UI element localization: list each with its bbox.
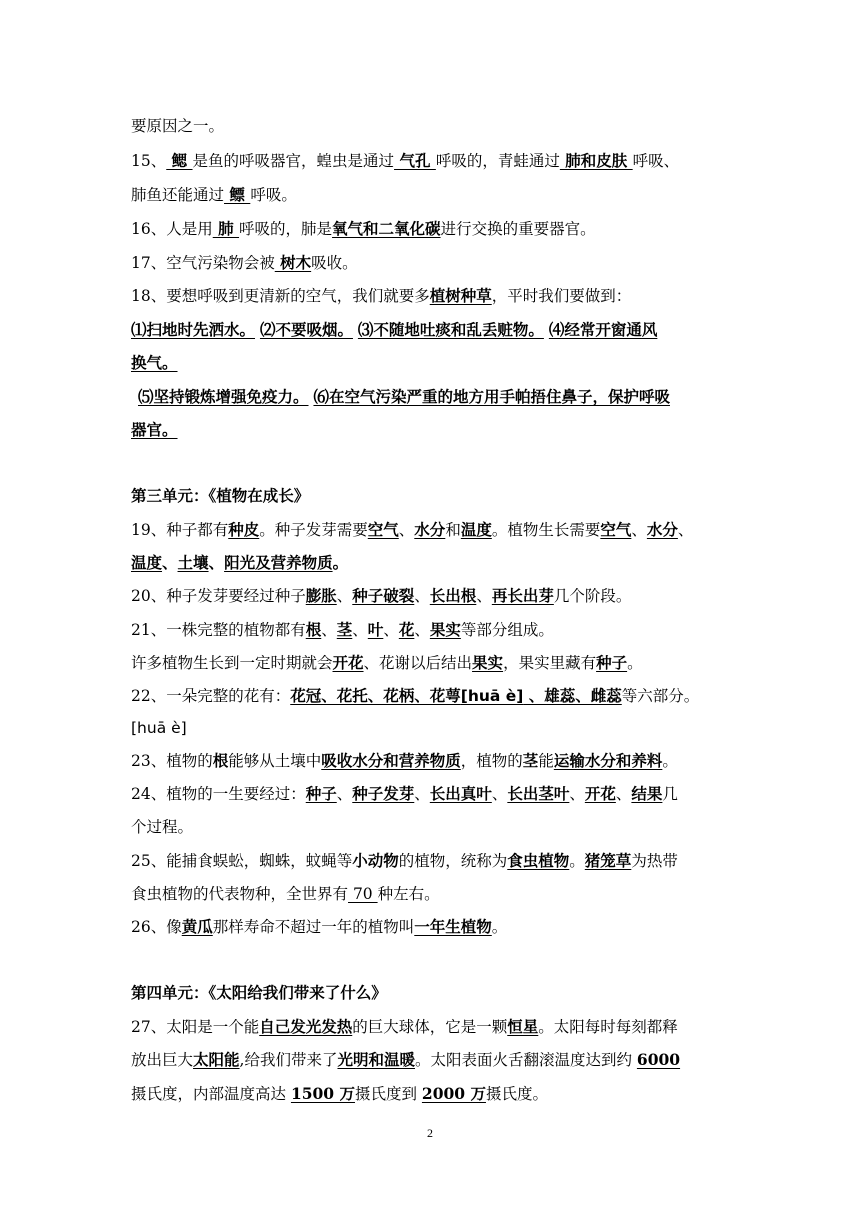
text-segment: 、 [162, 553, 178, 572]
answer-text: 空气 [600, 520, 632, 539]
text-segment: 。 [491, 918, 508, 936]
answer-text: 氧气和二氧化碳 [332, 219, 441, 238]
answer-text: 树木 [274, 253, 312, 272]
text-segment: 、 [677, 521, 694, 539]
answer-text: 长出根 [429, 586, 477, 605]
text-segment: 27、太阳是一个能 [131, 1018, 260, 1036]
text-segment: 。太阳表面火舌翻滚温度达到约 [414, 1051, 637, 1069]
text-segment: ,给我们带来了 [239, 1051, 338, 1069]
text-segment: 摄氏度，内部温度高达 [131, 1085, 291, 1103]
answer-text: 果实 [429, 620, 461, 639]
text-line [131, 420, 736, 440]
answer-text: 叶 [367, 620, 384, 639]
text-line [131, 320, 736, 340]
page-number: 2 [427, 1126, 433, 1140]
text-segment: 茎 [522, 751, 539, 770]
answer-text: 茎 [336, 620, 353, 639]
text-segment: 摄氏度到 [354, 1085, 422, 1103]
answer-text: 6000 [636, 1050, 681, 1069]
text-segment: ，植物的 [460, 752, 523, 770]
text-segment: 呼吸的，肺是 [239, 220, 333, 238]
text-line [131, 219, 736, 239]
text-line [131, 1017, 736, 1037]
answer-text: 、雄蕊、雌蕊 [523, 686, 622, 705]
answer-text: 阳光及营养物质 [224, 553, 333, 572]
text-segment: 、 [476, 587, 492, 605]
answer-text: ⑷经常开窗通风 [548, 320, 658, 339]
text-line [138, 387, 743, 407]
answer-text: ⑸坚持锻炼增强免疫力。 [138, 387, 309, 406]
answer-text: 种皮 [228, 520, 260, 539]
text-segment: 、 [336, 587, 353, 605]
text-segment: 16、人是用 [131, 220, 213, 238]
text-line [131, 116, 736, 136]
text-segment: 、 [321, 621, 337, 639]
text-line [131, 851, 736, 871]
answer-text: 花冠、花托、花柄、花萼 [290, 686, 461, 705]
answer-text: 吸收水分和营养物质 [321, 751, 461, 770]
text-segment: 。 [662, 752, 678, 770]
text-segment: 15、 [131, 152, 167, 170]
text-segment: 、 [414, 587, 430, 605]
text-segment: 、 [352, 621, 368, 639]
text-line [131, 1050, 736, 1070]
text-segment: 21、一株完整的植物都有 [131, 621, 306, 639]
text-segment: 、 [208, 553, 225, 572]
answer-text: 肺 [212, 219, 240, 238]
answer-text: ⑴扫地时先洒水。 [131, 320, 256, 339]
answer-text: 气孔 [394, 151, 436, 170]
text-segment: 、 [383, 621, 399, 639]
text-segment: 、 [615, 785, 632, 803]
answer-text: 自己发光发热 [259, 1017, 353, 1036]
text-segment: 、 [569, 785, 585, 803]
answer-text: 种子 [305, 784, 337, 803]
text-segment: 小动物 [352, 851, 399, 870]
answer-text: 果实 [472, 653, 504, 672]
answer-text: 太阳能 [193, 1050, 240, 1069]
text-line [131, 686, 736, 706]
text-segment: 几 [662, 785, 678, 803]
text-line [131, 784, 736, 804]
answer-text: 开花 [332, 653, 364, 672]
answer-text: 肺和皮肤 [559, 151, 633, 170]
text-segment: [huā è] [131, 719, 187, 737]
answer-text: 温度 [460, 520, 492, 539]
text-segment: 第四单元：《太阳给我们带来了什么》 [131, 983, 387, 1002]
text-line [131, 520, 736, 540]
text-segment: 进行交换的重要器官。 [440, 220, 596, 238]
text-segment: 几个阶段。 [553, 587, 632, 605]
answer-text: 种子发芽 [352, 784, 415, 803]
text-segment: 。植物生长需要 [491, 521, 601, 539]
answer-text: 开花 [584, 784, 616, 803]
text-segment: 。太阳每时每刻都释 [538, 1018, 678, 1036]
text-segment: 25、能捕食蜈蚣，蜘蛛，蚊蝇等 [131, 852, 353, 870]
text-segment: 为热带 [631, 852, 678, 870]
text-line [131, 286, 736, 306]
text-line [131, 185, 736, 205]
answer-text: 膨胀 [305, 586, 337, 605]
text-line [131, 151, 736, 171]
text-segment: 。 [627, 654, 643, 672]
text-line [131, 620, 736, 640]
answer-text: 器官。 [131, 420, 178, 439]
answer-text: 食虫植物 [507, 851, 570, 870]
answer-text: 鳔 [224, 185, 251, 204]
answer-text: 再长出芽 [491, 586, 554, 605]
text-segment: 那样寿命不超过一年的植物叫 [212, 918, 415, 936]
text-segment: 、 [491, 785, 508, 803]
answer-text: 水分 [414, 520, 446, 539]
text-segment: 的巨大球体，它是一颗 [352, 1018, 508, 1036]
answer-text: 温度 [131, 553, 163, 572]
answer-text: [huā è] [460, 687, 524, 705]
text-segment: 26、像 [131, 918, 182, 936]
text-segment: 肺鱼还能通过 [131, 186, 225, 204]
answer-text: 猪笼草 [584, 851, 632, 870]
text-segment: 、花谢以后结出 [363, 654, 473, 672]
text-segment: 呼吸。 [250, 186, 297, 204]
text-line [131, 486, 736, 506]
text-segment: 食虫植物的代表物种，全世界有 [131, 885, 349, 903]
text-line [131, 817, 736, 837]
answer-text: 植树种草 [429, 286, 492, 305]
text-segment: 吸收。 [311, 254, 358, 272]
text-segment: 、 [631, 521, 647, 539]
text-segment: 根 [212, 751, 229, 770]
text-segment: 、 [398, 521, 415, 539]
answer-text: 种子破裂 [352, 586, 415, 605]
text-segment: 、 [336, 785, 353, 803]
text-line [131, 917, 736, 937]
text-segment: 是鱼的呼吸器官，蝗虫是通过 [192, 152, 395, 170]
answer-text: 花 [398, 620, 415, 639]
text-line [131, 884, 736, 904]
answer-text: 1500 万 [290, 1084, 355, 1103]
text-segment: 24、植物的一生要经过： [131, 785, 306, 803]
text-segment: 。 [569, 852, 585, 870]
answer-text: 长出真叶 [429, 784, 492, 803]
answer-text: 光明和温暖 [337, 1050, 415, 1069]
answer-text: 一年生植物 [414, 917, 492, 936]
answer-text: 水分 [646, 520, 678, 539]
text-line [131, 553, 736, 573]
answer-text: 长出茎叶 [507, 784, 570, 803]
text-segment: 的植物，统称为 [398, 852, 508, 870]
text-segment: 摄氏度。 [485, 1085, 548, 1103]
answer-text: 70 [348, 885, 378, 903]
text-line [131, 353, 736, 373]
text-segment: 等部分组成。 [460, 621, 554, 639]
text-segment: 能 [538, 752, 554, 770]
text-segment: 第三单元：《植物在成长》 [131, 486, 310, 505]
text-segment: 、 [414, 621, 430, 639]
text-line [131, 751, 736, 771]
text-segment: ，平时我们要做到： [491, 287, 632, 305]
text-line [131, 253, 736, 273]
answer-text: 空气 [367, 520, 399, 539]
answer-text: 黄瓜 [181, 917, 213, 936]
answer-text: 土壤 [177, 553, 209, 572]
text-segment: 和 [445, 521, 461, 539]
answer-text: 种子 [596, 653, 628, 672]
text-segment: 。 [332, 553, 349, 572]
text-segment: 。种子发芽需要 [259, 521, 368, 539]
text-line [131, 653, 736, 673]
answer-text: ⑶不随地吐痰和乱丢赃物。 [357, 320, 544, 339]
answer-text: 结果 [631, 784, 663, 803]
text-segment: 能够从土壤中 [228, 752, 322, 770]
text-segment: 等六部分。 [621, 687, 700, 705]
answer-text: 换气。 [131, 353, 178, 372]
text-segment: 呼吸的，青蛙通过 [435, 152, 560, 170]
answer-text: ⑹在空气污染严重的地方用手帕捂住鼻子，保护呼吸 [313, 387, 670, 406]
text-segment: 种左右。 [377, 885, 440, 903]
answer-text: 2000 万 [421, 1084, 486, 1103]
answer-text: 根 [305, 620, 322, 639]
answer-text: 鳃 [166, 151, 193, 170]
text-segment: 20、种子发芽要经过种子 [131, 587, 306, 605]
text-segment: 个过程。 [131, 818, 194, 836]
answer-text: 恒星 [507, 1017, 539, 1036]
text-segment: 许多植物生长到一定时期就会 [131, 654, 333, 672]
text-segment: 17、空气污染物会被 [131, 254, 275, 272]
text-segment: ，果实里藏有 [503, 654, 597, 672]
text-segment: 18、要想呼吸到更清新的空气，我们就要多 [131, 287, 430, 305]
text-segment: 22、一朵完整的花有： [131, 687, 291, 705]
text-segment: 19、种子都有 [131, 521, 229, 539]
answer-text: 运输水分和养料 [553, 751, 663, 770]
text-segment: 呼吸、 [632, 152, 680, 170]
text-segment: 23、植物的 [131, 752, 213, 770]
answer-text: ⑵不要吸烟。 [259, 320, 353, 339]
text-segment: 要原因之一。 [131, 117, 225, 135]
text-line [131, 983, 736, 1003]
text-segment: 放出巨大 [131, 1051, 194, 1069]
text-segment: 、 [414, 785, 430, 803]
text-line [131, 1084, 736, 1104]
text-line [131, 718, 736, 738]
text-line [131, 586, 736, 606]
